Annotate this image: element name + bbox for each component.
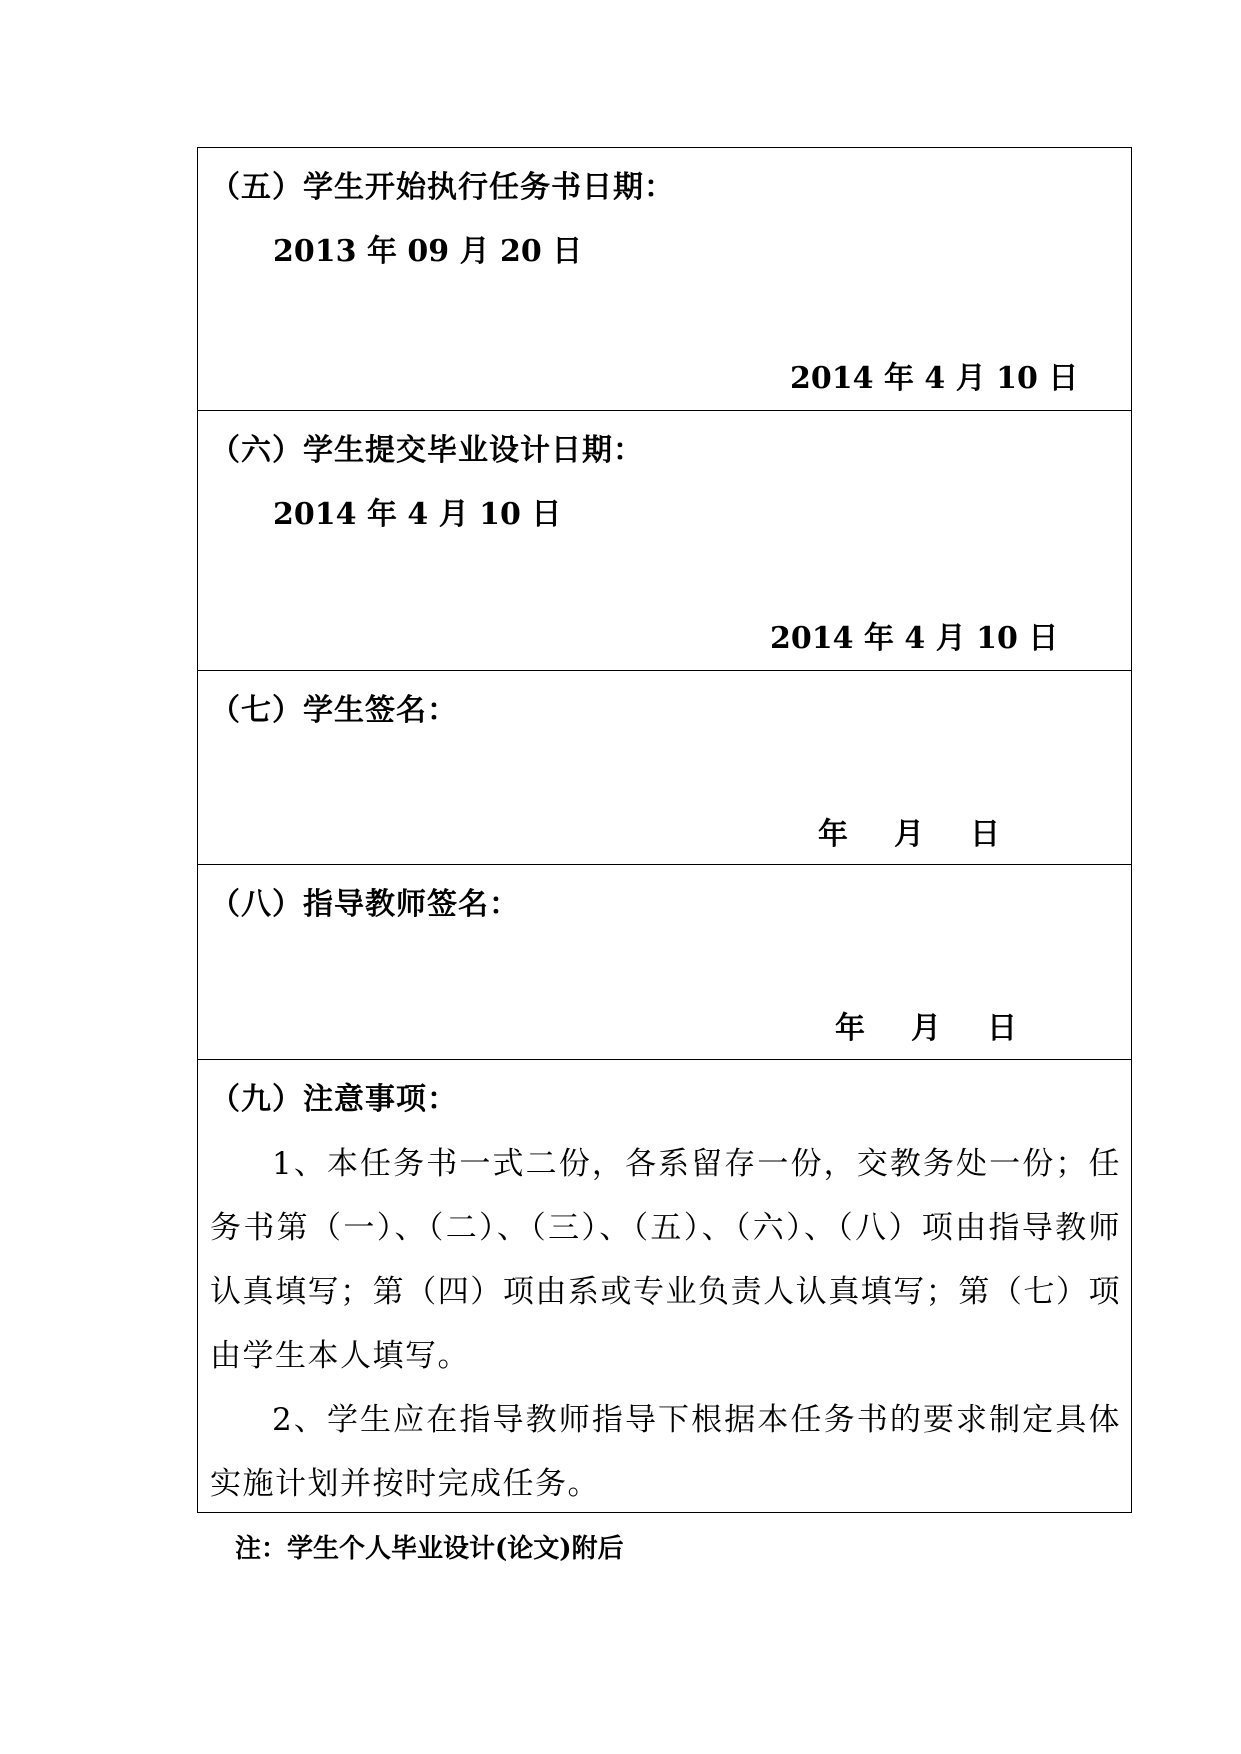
footnote: 注：学生个人毕业设计(论文)附后	[235, 1534, 624, 1564]
note-item: 1、本任务书一式二份，各系留存一份，交教务处一份；任务书第（一）、（二）、（三）、（五）、（六）、（八）项由指导教师认真填写；第（四）项由系或专业负责人认真填写；第（七）项由学生本人填写。	[210, 1146, 1121, 1374]
section-heading: （八）指导教师签名：	[210, 887, 520, 922]
section-submit-date	[198, 411, 1131, 671]
section-start-date	[198, 148, 1131, 411]
year-label: 年	[818, 817, 848, 852]
year-label: 年	[835, 1011, 865, 1046]
section-student-signature	[198, 671, 1131, 865]
note-item: 2、学生应在指导教师指导下根据本任务书的要求制定具体实施计划并按时完成任务。	[210, 1402, 1121, 1502]
section-advisor-signature	[198, 865, 1131, 1060]
sign-date-value: 2014 年 4 月 10 日	[790, 361, 1079, 396]
section-heading: （五）学生开始执行任务书日期：	[210, 170, 675, 205]
section-heading: （七）学生签名：	[210, 693, 458, 728]
month-label: 月	[911, 1011, 941, 1046]
start-date-value: 2013 年 09 月 20 日	[273, 234, 583, 269]
section-heading: （六）学生提交毕业设计日期：	[210, 433, 644, 468]
month-label: 月	[894, 817, 924, 852]
signature-date	[835, 1003, 1017, 1047]
notes-body	[210, 1132, 1121, 1516]
submit-date-value: 2014 年 4 月 10 日	[273, 497, 562, 532]
task-form-table	[197, 147, 1132, 1513]
sign-date-value: 2014 年 4 月 10 日	[770, 621, 1059, 656]
day-label: 日	[987, 1011, 1017, 1046]
section-notes	[198, 1060, 1131, 1512]
section-heading: （九）注意事项：	[210, 1082, 458, 1117]
signature-date	[818, 809, 1000, 853]
day-label: 日	[970, 817, 1000, 852]
